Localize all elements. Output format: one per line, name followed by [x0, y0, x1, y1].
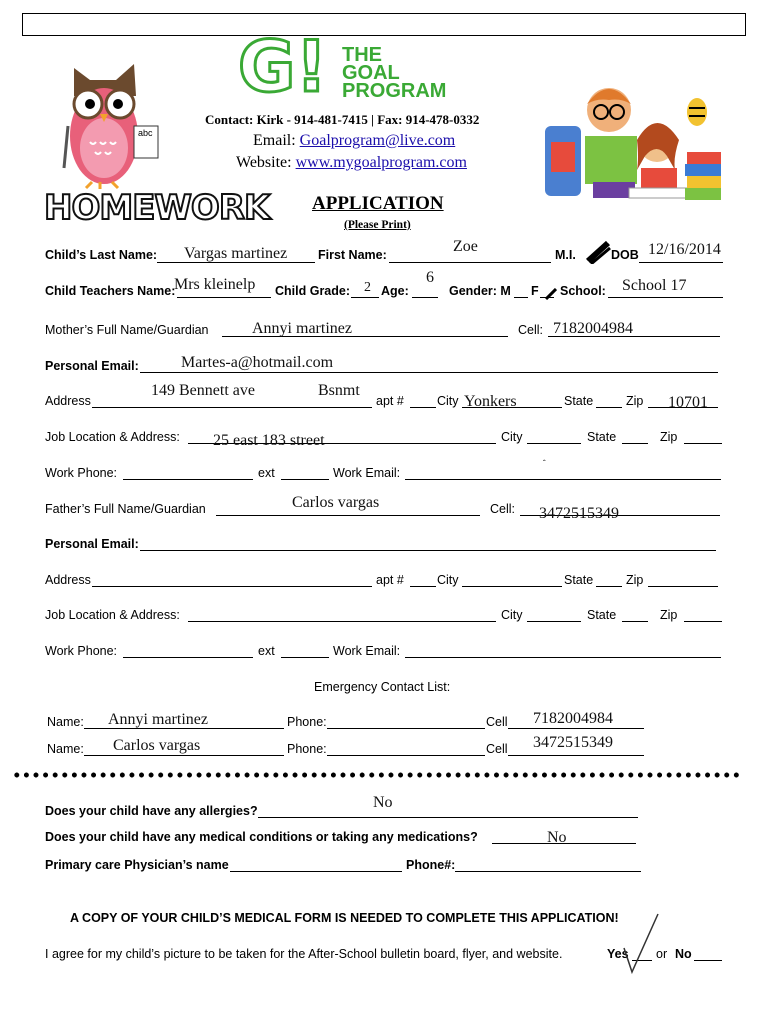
father-address-label: Address [45, 573, 91, 587]
page-title: APPLICATION [312, 193, 444, 214]
mother-apt-value[interactable]: Bsnmt [318, 382, 360, 399]
mother-job-value[interactable]: 25 east 183 street [213, 432, 325, 449]
father-job-state-line [622, 621, 648, 622]
dotted-divider [12, 770, 742, 780]
mother-cell-value[interactable]: 7182004984 [553, 320, 633, 337]
mother-address-line [92, 407, 372, 408]
father-zip-line [648, 586, 718, 587]
father-state-line [596, 586, 622, 587]
school-line [608, 297, 723, 298]
child-first-name-line [389, 262, 551, 263]
allergies-answer[interactable]: No [373, 794, 393, 811]
emergency-cell-line-1 [508, 728, 644, 729]
emergency-cell-value-2[interactable]: 3472515349 [533, 734, 613, 751]
logo-line-2: GOAL [342, 62, 400, 84]
father-cell-value[interactable]: 3472515349 [539, 505, 619, 522]
checkmark-icon[interactable] [622, 912, 662, 976]
physician-label: Primary care Physician’s name [45, 858, 229, 872]
homework-word: HOMEWORK [44, 188, 270, 228]
child-first-name-label: First Name: [318, 248, 387, 262]
emergency-name-line-2 [84, 755, 284, 756]
allergies-line [258, 817, 638, 818]
emergency-cell-label-2: Cell [486, 742, 508, 756]
email-label: Email: [253, 132, 300, 149]
physician-phone-line [455, 871, 641, 872]
consent-or-label: or [656, 947, 668, 961]
mother-job-state-line [622, 443, 648, 444]
consent-no-label: No [675, 947, 692, 961]
age-line [412, 297, 438, 298]
father-work-phone-line [123, 657, 253, 658]
mother-work-phone-label: Work Phone: [45, 466, 118, 480]
gender-m-line [514, 297, 528, 298]
website-label: Website: [236, 154, 296, 171]
father-city-label: City [437, 573, 459, 587]
emergency-name-value-2[interactable]: Carlos vargas [113, 737, 201, 754]
grade-line [351, 297, 379, 298]
mother-zip-label: Zip [626, 394, 644, 408]
mother-ext-line [281, 479, 329, 480]
mother-email-line [140, 372, 718, 373]
consent-yes-label: Yes [607, 947, 629, 961]
father-work-phone-label: Work Phone: [45, 644, 118, 658]
mother-job-zip-label: Zip [660, 430, 678, 444]
email-link[interactable]: Goalprogram@live.com [299, 132, 456, 149]
owl-sign-text: abc [138, 128, 153, 138]
father-address-line [92, 586, 372, 587]
mother-work-phone-line [123, 479, 253, 480]
father-job-label: Job Location & Address: [45, 608, 180, 622]
mother-work-email-line [405, 479, 721, 480]
child-mi-label: M.I. [555, 248, 576, 262]
emergency-name-label-2: Name: [47, 742, 84, 756]
father-job-state-label: State [587, 608, 617, 622]
child-last-name-label: Child’s Last Name: [45, 248, 158, 262]
father-apt-label: apt # [376, 573, 404, 587]
teacher-label: Child Teachers Name: [45, 284, 176, 298]
conditions-question: Does your child have any medical conditions or taking any medications? [45, 830, 478, 844]
mother-job-label: Job Location & Address: [45, 430, 180, 444]
father-job-city-label: City [501, 608, 523, 622]
emergency-cell-value-1[interactable]: 7182004984 [533, 710, 613, 727]
mother-name-label: Mother’s Full Name/Guardian [45, 323, 209, 337]
emergency-phone-label-1: Phone: [287, 715, 327, 729]
gender-label: Gender: M [449, 284, 511, 298]
father-city-line [462, 586, 562, 587]
consent-no-line [694, 960, 722, 961]
emergency-cell-label-1: Cell [486, 715, 508, 729]
emergency-phone-label-2: Phone: [287, 742, 327, 756]
father-ext-line [281, 657, 329, 658]
mother-job-state-label: State [587, 430, 617, 444]
mother-state-label: State [564, 394, 594, 408]
age-value[interactable]: 6 [426, 269, 434, 286]
scribble-mark [585, 238, 611, 264]
mother-work-email-label: Work Email: [333, 466, 401, 480]
father-name-value[interactable]: Carlos vargas [292, 494, 380, 511]
age-label: Age: [381, 284, 409, 298]
school-value[interactable]: School 17 [622, 277, 687, 294]
mother-job-zip-line [684, 443, 722, 444]
grade-label: Child Grade: [275, 284, 351, 298]
contact-line: Contact: Kirk - 914-481-7415 | Fax: 914-478-0332 [205, 112, 480, 127]
mother-address-value[interactable]: 149 Bennett ave [151, 382, 255, 399]
child-first-name-value[interactable]: Zoe [453, 238, 478, 255]
child-dob-value[interactable]: 12/16/2014 [648, 241, 721, 258]
mother-email-label: Personal Email: [45, 359, 139, 373]
father-email-label: Personal Email: [45, 537, 139, 551]
logo-letter: G! [238, 26, 328, 108]
gender-f-mark [545, 287, 557, 299]
emergency-heading: Emergency Contact List: [314, 680, 451, 694]
mother-ext-label: ext [258, 466, 275, 480]
emergency-name-label-1: Name: [47, 715, 84, 729]
grade-value[interactable]: 2 [364, 280, 371, 295]
mother-cell-label: Cell: [518, 323, 544, 337]
header-box [22, 13, 746, 36]
allergies-question: Does your child have any allergies? [45, 804, 258, 818]
kids-illustration [545, 86, 725, 208]
mother-apt-line [410, 407, 436, 408]
physician-phone-label: Phone#: [406, 858, 456, 872]
father-work-email-line [405, 657, 721, 658]
emergency-phone-line-2 [327, 755, 485, 756]
school-label: School: [560, 284, 606, 298]
logo-line-3: PROGRAM [342, 80, 447, 102]
physician-line [230, 871, 402, 872]
mother-job-city-line [527, 443, 581, 444]
father-cell-label: Cell: [490, 502, 516, 516]
father-job-city-line [527, 621, 581, 622]
emergency-name-value-1[interactable]: Annyi martinez [108, 711, 208, 728]
emergency-cell-line-2 [508, 755, 644, 756]
father-email-line [140, 550, 716, 551]
website-link[interactable]: www.mygoalprogram.com [295, 154, 467, 171]
father-job-zip-label: Zip [660, 608, 678, 622]
gender-f-label: F [531, 284, 539, 298]
mother-state-line [596, 407, 622, 408]
mother-job-city-label: City [501, 430, 523, 444]
father-work-email-label: Work Email: [333, 644, 401, 658]
stray-mark: ˆ [543, 459, 546, 468]
logo-line-1: THE [342, 44, 382, 66]
mother-email-value[interactable]: Martes-a@hotmail.com [181, 354, 334, 371]
teacher-line [177, 297, 271, 298]
mother-city-value[interactable]: Yonkers [464, 393, 517, 410]
father-ext-label: ext [258, 644, 275, 658]
father-apt-line [410, 586, 436, 587]
teacher-value[interactable]: Mrs kleinelp [174, 276, 256, 293]
child-dob-label: DOB [611, 248, 639, 262]
mother-city-label: City [437, 394, 459, 408]
father-name-line [216, 515, 480, 516]
father-name-label: Father’s Full Name/Guardian [45, 502, 206, 516]
mother-address-label: Address [45, 394, 91, 408]
mother-name-value[interactable]: Annyi martinez [252, 320, 352, 337]
father-job-zip-line [684, 621, 722, 622]
child-dob-line [639, 262, 723, 263]
photo-consent-text: I agree for my child’s picture to be taken for the After-School bulletin board, flyer, and website. [45, 947, 563, 961]
father-state-label: State [564, 573, 594, 587]
child-last-name-value[interactable]: Vargas martinez [184, 245, 288, 262]
page-subtitle: (Please Print) [344, 219, 411, 231]
father-zip-label: Zip [626, 573, 644, 587]
emergency-phone-line-1 [327, 728, 485, 729]
mother-zip-value[interactable]: 10701 [668, 394, 708, 411]
father-job-line [188, 621, 496, 622]
conditions-answer[interactable]: No [547, 829, 567, 846]
goal-logo [238, 26, 470, 108]
medical-form-notice: A COPY OF YOUR CHILD’S MEDICAL FORM IS NEEDED TO COMPLETE THIS APPLICATION! [70, 911, 619, 925]
owl-illustration [56, 56, 166, 191]
website-line [236, 154, 467, 172]
email-line [253, 132, 455, 150]
mother-apt-label: apt # [376, 394, 404, 408]
